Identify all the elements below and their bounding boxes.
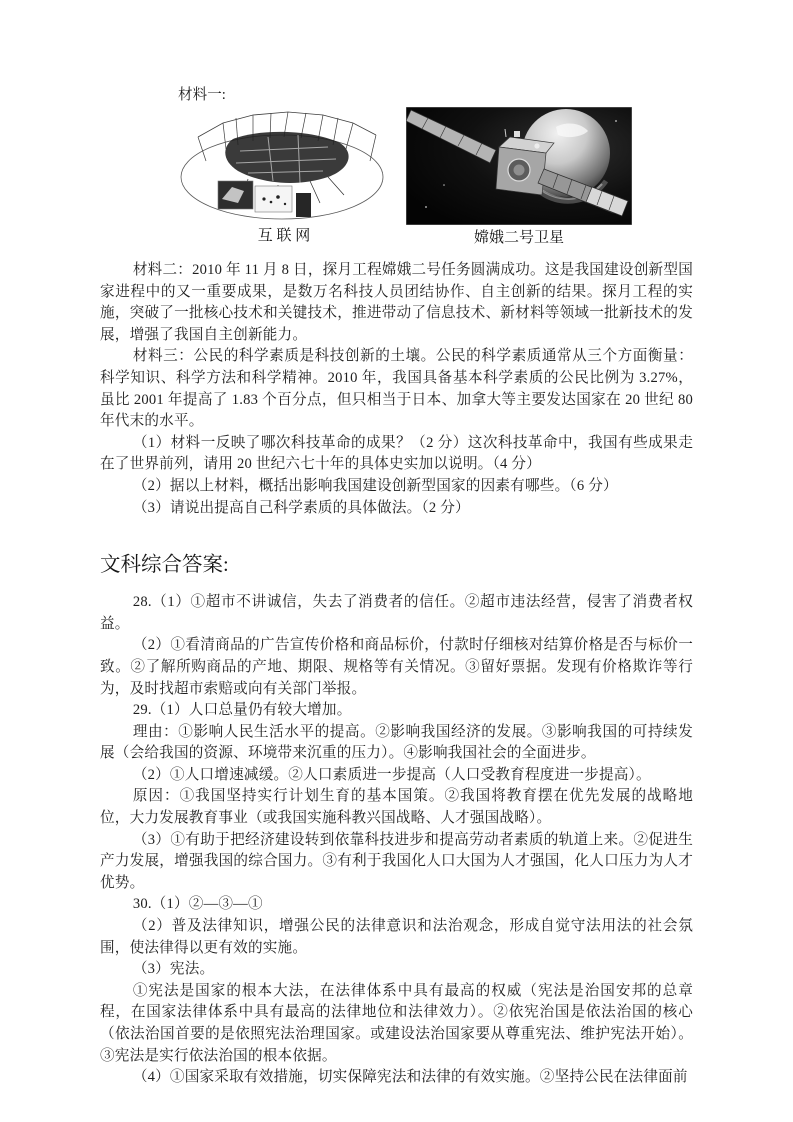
answer-30-3: （3）宪法。 bbox=[132, 961, 215, 978]
answer-28-2: （2）①看清商品的广告宣传价格和商品标价，付款时仔细核对结算价格是否与标价一致。②了解所购商品的产地、期限、规格等有关情况。③留好票据。发现有价格欺诈等行为，及时找超市索赔或向有关部门举报。 bbox=[100, 637, 693, 697]
figure-caption-satellite: 嫦娥二号卫星 bbox=[473, 230, 564, 246]
change2-satellite-image bbox=[406, 107, 632, 225]
paragraph-material-two: 材料二：2010 年 11 月 8 日，探月工程嫦娥二号任务圆满成功。这是我国建设创新型国家进程中的又一重要成果，是数万名科技人员团结协作、自主创新的结果。探月工程的实施，突破了一批核心技术和关键技术，推进带动了信息技术、新材料等领域一批新技术的发展，增强了我国自主创新能力。 bbox=[100, 262, 693, 343]
answer-29-3: （3）①有助于把经济建设转到依靠科技进步和提高劳动者素质的轨道上来。②促进生产力发展，增强我国的综合国力。③有利于我国化人口大国为人才强国，化人口压力为人才优势。 bbox=[100, 831, 693, 891]
question-1: （1）材料一反映了哪次科技革命的成果？（2 分）这次科技革命中，我国有些成果走在了世界前列，请用 20 世纪六七十年的具体史实加以说明。（4 分） bbox=[100, 434, 693, 473]
material-one-block bbox=[178, 86, 693, 247]
answer-30-4: （4）①国家采取有效措施，切实保障宪法和法律的有效实施。②坚持公民在法律面前 bbox=[132, 1069, 688, 1086]
answer-29-1-reason: 理由：①影响人民生活水平的提高。②影响我国经济的发展。③影响我国的可持续发展（会给我国的资源、环境带来沉重的压力）。④影响我国社会的全面进步。 bbox=[100, 723, 693, 762]
answer-29-2: （2）①人口增速减缓。②人口素质进一步提高（人口受教育程度进一步提高）。 bbox=[132, 766, 651, 783]
answer-29-1: 29.（1）人口总量仍有较大增加。 bbox=[132, 702, 352, 719]
figure-caption-internet: 互 联 网 bbox=[257, 228, 311, 244]
material-one-label: 材料一: bbox=[178, 87, 226, 103]
figure-satellite bbox=[406, 107, 632, 247]
paragraph-material-three: 材料三：公民的科学素质是科技创新的土壤。公民的科学素质通常从三个方面衡量：科学知识、科学方法和科学精神。2010 年，我国具备基本科学素质的公民比例为 3.27%，虽比 2001 年提高了 1.83 个百分点，但只相当于日本、加拿大等主要发达国家在 20 世纪 80 年代末的水平。 bbox=[100, 348, 693, 430]
answer-28-1: 28.（1）①超市不讲诚信，失去了消费者的信任。②超市违法经营，侵害了消费者权益。 bbox=[100, 594, 693, 632]
figures-row bbox=[178, 107, 693, 247]
answer-29-2-cause: 原因：①我国坚持实行计划生育的基本国策。②我国将教育摆在优先发展的战略地位，大力发展教育事业（或我国实施科教兴国战略、人才强国战略）。 bbox=[100, 788, 693, 827]
question-3: （3）请说出提高自己科学素质的具体做法。（2 分） bbox=[132, 499, 470, 516]
figure-internet bbox=[178, 107, 390, 245]
answers-section-heading: 文科综合答案: bbox=[100, 554, 229, 577]
answer-30-1: 30.（1）②—③—① bbox=[132, 896, 263, 913]
question-2: （2）据以上材料，概括出影响我国建设创新型国家的因素有哪些。（6 分） bbox=[132, 477, 618, 494]
answer-30-3-detail: ①宪法是国家的根本大法，在法律体系中具有最高的权威（宪法是治国安邦的总章程，在国家法律体系中具有最高的法律地位和法律效力）。②依宪治国是依法治国的核心（依法治国首要的是依照宪法治理国家。或建设法治国家要从尊重宪法、维护宪法开始）。③宪法是实行依法治国的根本依据。 bbox=[100, 982, 693, 1064]
answer-30-2: （2）普及法律知识，增强公民的法律意识和法治观念，形成自觉守法用法的社会氛围，使法律得以更有效的实施。 bbox=[100, 918, 693, 956]
internet-network-map-image bbox=[178, 107, 390, 223]
